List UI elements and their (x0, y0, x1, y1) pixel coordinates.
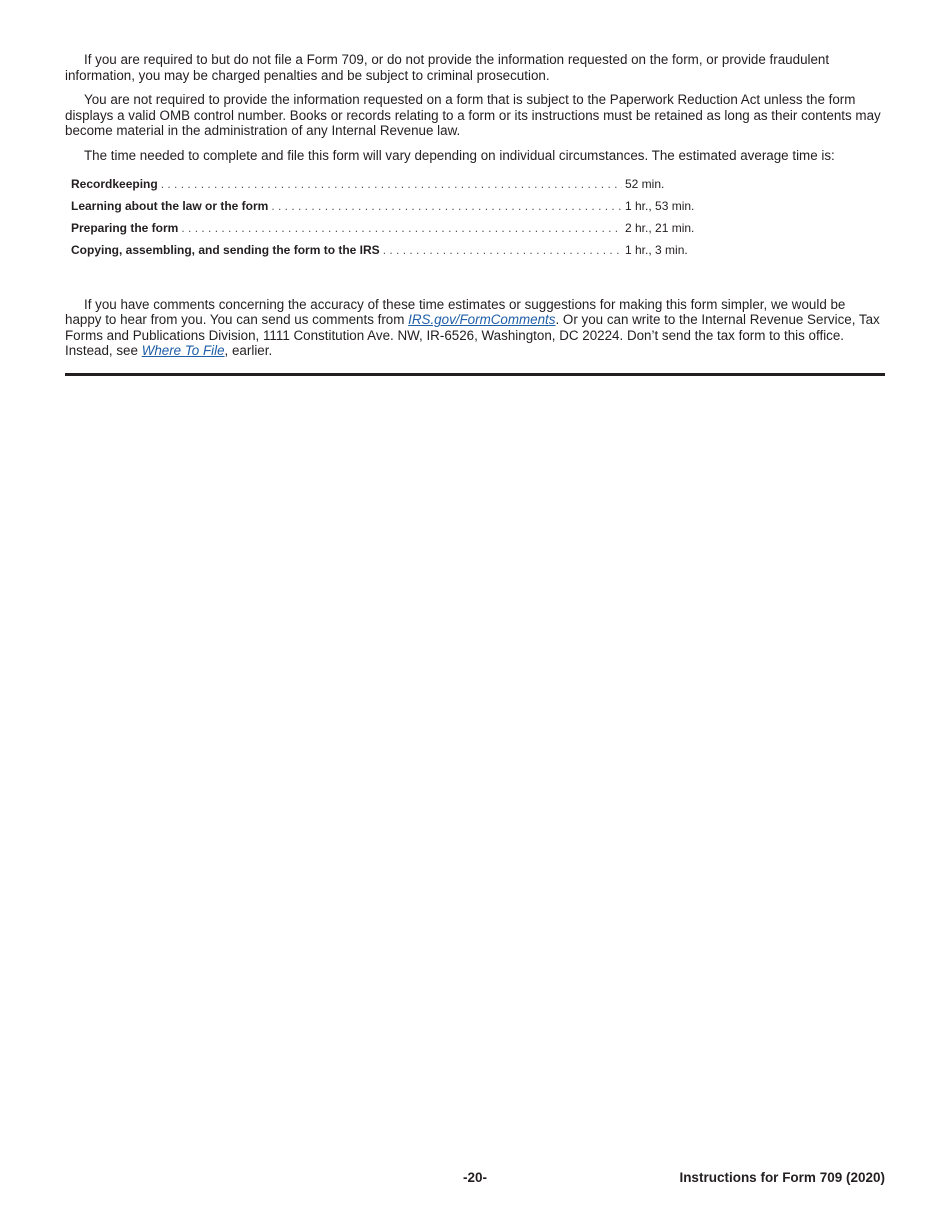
document-title: Instructions for Form 709 (2020) (679, 1170, 885, 1185)
where-to-file-link[interactable]: Where To File (141, 343, 225, 359)
comments-text: . Or you can write to the Internal Revenue Service, Tax Forms and Publications Division, 1111 Constitution Ave. NW, IR-6526, Washington, DC 20224. Don’t send the tax form to this office. Instead, see (65, 312, 880, 359)
time-label: Recordkeeping (71, 176, 158, 191)
leader-dots (268, 195, 622, 217)
time-row-recordkeeping (71, 173, 697, 195)
time-label: Learning about the law or the form (71, 198, 269, 213)
penalties-paragraph: If you are required to but do not file a Form 709, or do not provide the information requested on the form, or provide fraudulent information, you may be charged penalties and be subject to criminal prosecution. (65, 52, 830, 83)
time-intro-paragraph: The time needed to complete and file this form will vary depending on individual circumstances. The estimated average time is: (84, 147, 835, 163)
comments-paragraph (65, 297, 885, 359)
time-row-preparing (71, 217, 697, 239)
time-label: Copying, assembling, and sending the form to the IRS (71, 242, 380, 257)
section-divider (65, 373, 885, 376)
time-label: Preparing the form (71, 220, 179, 235)
leader-dots (178, 217, 622, 239)
form-comments-link[interactable]: IRS.gov/FormComments (408, 312, 556, 328)
time-value: 2 hr., 21 min. (625, 220, 695, 235)
comments-text: , earlier. (224, 343, 273, 359)
omb-paragraph: You are not required to provide the information requested on a form that is subject to the Paperwork Reduction Act unless the form displays a valid OMB control number. Books or records relating to a form or its instructions must be retained as long as their contents may become material in the administration of any Internal Revenue law. (65, 92, 881, 139)
time-row-copying (71, 239, 697, 261)
time-value: 52 min. (625, 176, 665, 191)
time-value: 1 hr., 3 min. (625, 242, 688, 257)
time-value: 1 hr., 53 min. (625, 198, 695, 213)
leader-dots (158, 173, 622, 195)
time-row-learning (71, 195, 697, 217)
time-estimates-table (71, 173, 697, 261)
leader-dots (380, 239, 622, 261)
comments-text: If you have comments concerning the accuracy of these time estimates or suggestions for making this form simpler, we would be happy to hear from you. You can send us comments from (65, 296, 846, 328)
page-number: -20- (462, 1170, 487, 1185)
document-body (65, 52, 885, 368)
